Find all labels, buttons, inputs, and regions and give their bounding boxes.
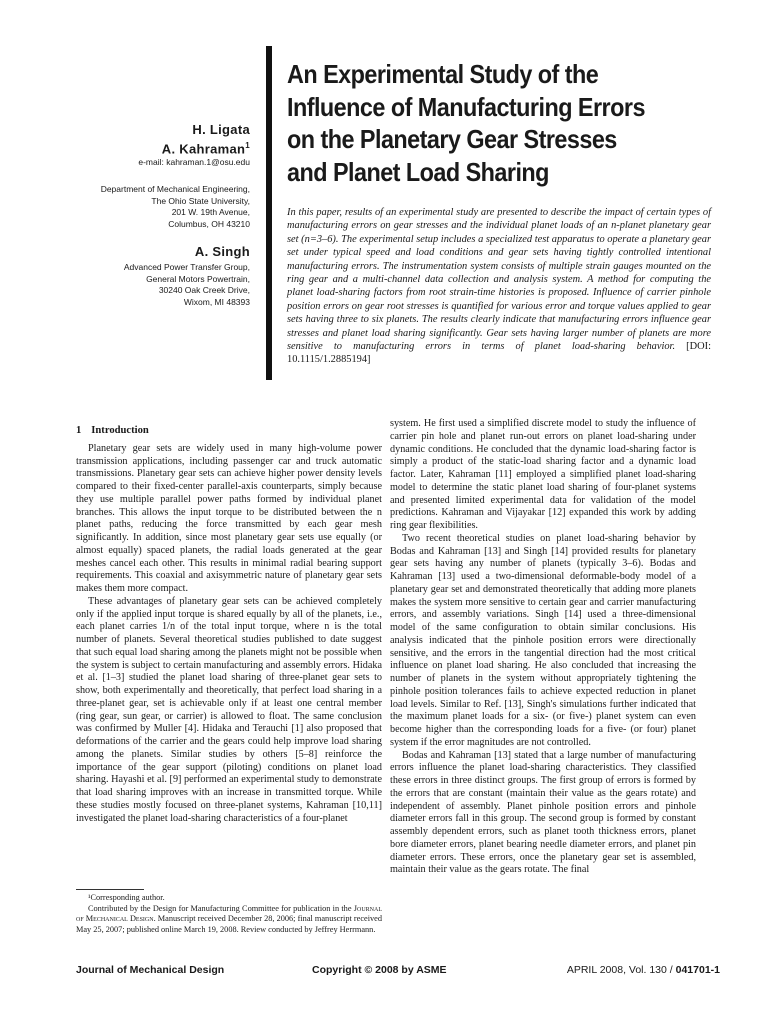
author-name: H. Ligata <box>192 122 250 137</box>
paragraph: Two recent theoretical studies on planet load-sharing behavior by Bodas and Kahraman [13] and Singh [14] provided results for planetary gear sets having any number of planets (typically 3–6). Bodas and Kahraman [13] used a two-dimensional deformable-body model of a planetary gear set and demonstrated theoretically that adding more planets makes the system more sensitive to certain gear and carrier manufacturing errors, and assembly variations. Singh [14] used a three-dimensional model of the same configuration to obtain similar conclusions. His analysis indicated that the pinhole position errors were directionally sensitive, and the errors in the tangential direction had the most critical influence on planet load sharing. He also concluded that increasing the number of planets in the system without appropriately tightening the pinhole position tolerances fails to achieve expected reduction in planet load levels. Similar to Ref. [13], Singh's simulations further indicated that the maximum planet loads for a six- (or five-) planet system can even become higher than the corresponding loads for a five- (or four) planet system if the error magnitudes are not controlled. <box>390 532 696 748</box>
footnote: ¹Corresponding author. Contributed by the Design for Manufacturing Committee for publication in the Journal of Mechanical Design. Manuscript received December 28, 2006; final manuscript received May 25, 2007; published online March 19, 2008. Review conducted by Jeffrey Herrmann. <box>76 893 382 934</box>
footer-journal: Journal of Mechanical Design <box>76 964 225 976</box>
footer-copyright: Copyright © 2008 by ASME <box>312 964 447 976</box>
affiliation-osu: Department of Mechanical Engineering, The Ohio State University, 201 W. 19th Avenue, Columbus, OH 43210 <box>100 184 250 229</box>
author-name-corresponding: A. Kahraman$^1$ <box>161 141 250 157</box>
footer-issue: APRIL 2008, Vol. 130 / 041701-1 <box>566 964 720 976</box>
paragraph: Bodas and Kahraman [13] stated that a large number of manufacturing errors influence the planet load-sharing characteristics. They classified these errors in three distinct groups. The first group of errors is formed by the errors that are constant (maintain their value as the gears rotate) and independent of assembly. Planet pinhole position errors and pinhole diameter errors fall in this group. The second group is formed by constant assembly dependent errors, such as planet tooth thickness errors, planet bore diameter errors, planet bearing needle diameter errors, and planet pin diameter errors. These errors, once the planetary gear set is assembled, maintain their value as the gears rotate. The final <box>390 749 696 876</box>
author-name: A. Singh <box>194 244 250 260</box>
doi: [DOI: 10.1115/1.2885194] <box>287 341 711 366</box>
author-block <box>40 122 250 308</box>
author-email: e-mail: kahraman.1@osu.edu <box>138 157 250 168</box>
title-divider-bar <box>266 46 272 380</box>
footnote-rule <box>76 889 144 890</box>
body-column-left <box>76 425 382 825</box>
abstract: In this paper, results of an experimental study are presented to describe the impact of certain types of manufacturing errors on gear stresses and the individual planet loads of an n-planet planetary gear set (n=3–6). The experimental setup includes a specialized test apparatus to operate a planetary gear set under typical speed and load conditions and gear sets having tightly controlled intentional manufacturing errors. The instrumentation system consists of multiple strain gauges mounted on the ring gear and a multi-channel data collection and analysis system. A method for computing the planet load-sharing factors from root strain-time histories is proposed. Influence of carrier pinhole position errors on gear root stresses is quantified for various error and torque values applied to gear sets having three to six planets. The results clearly indicate that manufacturing errors influence gear stresses and planet load sharing significantly. Gear sets having larger number of planets are more sensitive to manufacturing errors in terms of planet load-sharing behavior. [DOI: 10.1115/1.2885194] <box>287 207 711 366</box>
section-heading: 1 Introduction <box>76 425 149 436</box>
paragraph: Planetary gear sets are widely used in many high-volume power transmission applications, including passenger car and truck automatic transmissions. Planetary gear sets can achieve higher power density levels compared to their fixed-center parallel-axis counterparts, simply because they use multiple parallel power paths formed by individual planet branches. This allows the input torque to be distributed between the n planet paths, reducing the force transmitted by each gear mesh significantly. In addition, since most planetary gear sets use equally (or almost equally) spaced planets, the radial loads generated at the gear meshes cancel each other. This results in minimal radial bearing support requirements. This coaxial and axisymmetric nature of planetary gear sets makes them more compact. <box>76 442 382 594</box>
body-column-right <box>390 418 696 877</box>
paper-title: An Experimental Study of the Influence of Manufacturing Errors on the Planetary Gear Stresses and Planet Load Sharing <box>287 59 645 187</box>
paragraph: These advantages of planetary gear sets can be achieved completely only if the applied input torque is shared equally by all of the planets, i.e., each planet carries 1/n of the total input torque, where n is the total number of planets. Several theoretical studies published to date suggest that such equal load sharing among the planets might not be possible when the system is subject to certain manufacturing and assembly errors. Hidaka et al. [1–3] studied the planet load sharing of three-planet gear sets to show, both experimentally and theoretically, that perfect load sharing in a three-planet gear, set is achievable only if at least one central member (ring gear, sun gear, or carrier) is allowed to float. The same conclusion was confirmed by Muller [4]. Hidaka and Terauchi [1] also proposed that deformations of the carrier and the gears could help improve load sharing among the planets. Similar studies by others [5–8] reinforce the importance of the gear support (piloting) conditions on planet load sharing. Hayashi et al. [9] performed an experimental study to demonstrate that load sharing improves with an increase in transmitted torque. While these studies mostly focused on three-planet systems, Kahraman [10,11] investigated the planet load-sharing characteristics of a four-planet <box>76 595 382 824</box>
paragraph: system. He first used a simplified discrete model to study the influence of carrier pin hole and planet run-out errors on planet load-sharing under dynamic conditions. He concluded that the dynamic load-sharing factor is simply a product of the static-load sharing factor and a dynamic load factor. Later, Kahraman [11] employed a simplified planet load-sharing model to determine the static planet load sharing of four-planet systems and presented limited experimental data for validation of the model predictions. Kahraman and Vijayakar [12] expanded this work by adding ring gear flexibilities. <box>390 418 696 531</box>
page-footer <box>76 964 720 978</box>
affiliation-gm: Advanced Power Transfer Group, General Motors Powertrain, 30240 Oak Creek Drive, Wixom, MI 48393 <box>123 262 250 307</box>
